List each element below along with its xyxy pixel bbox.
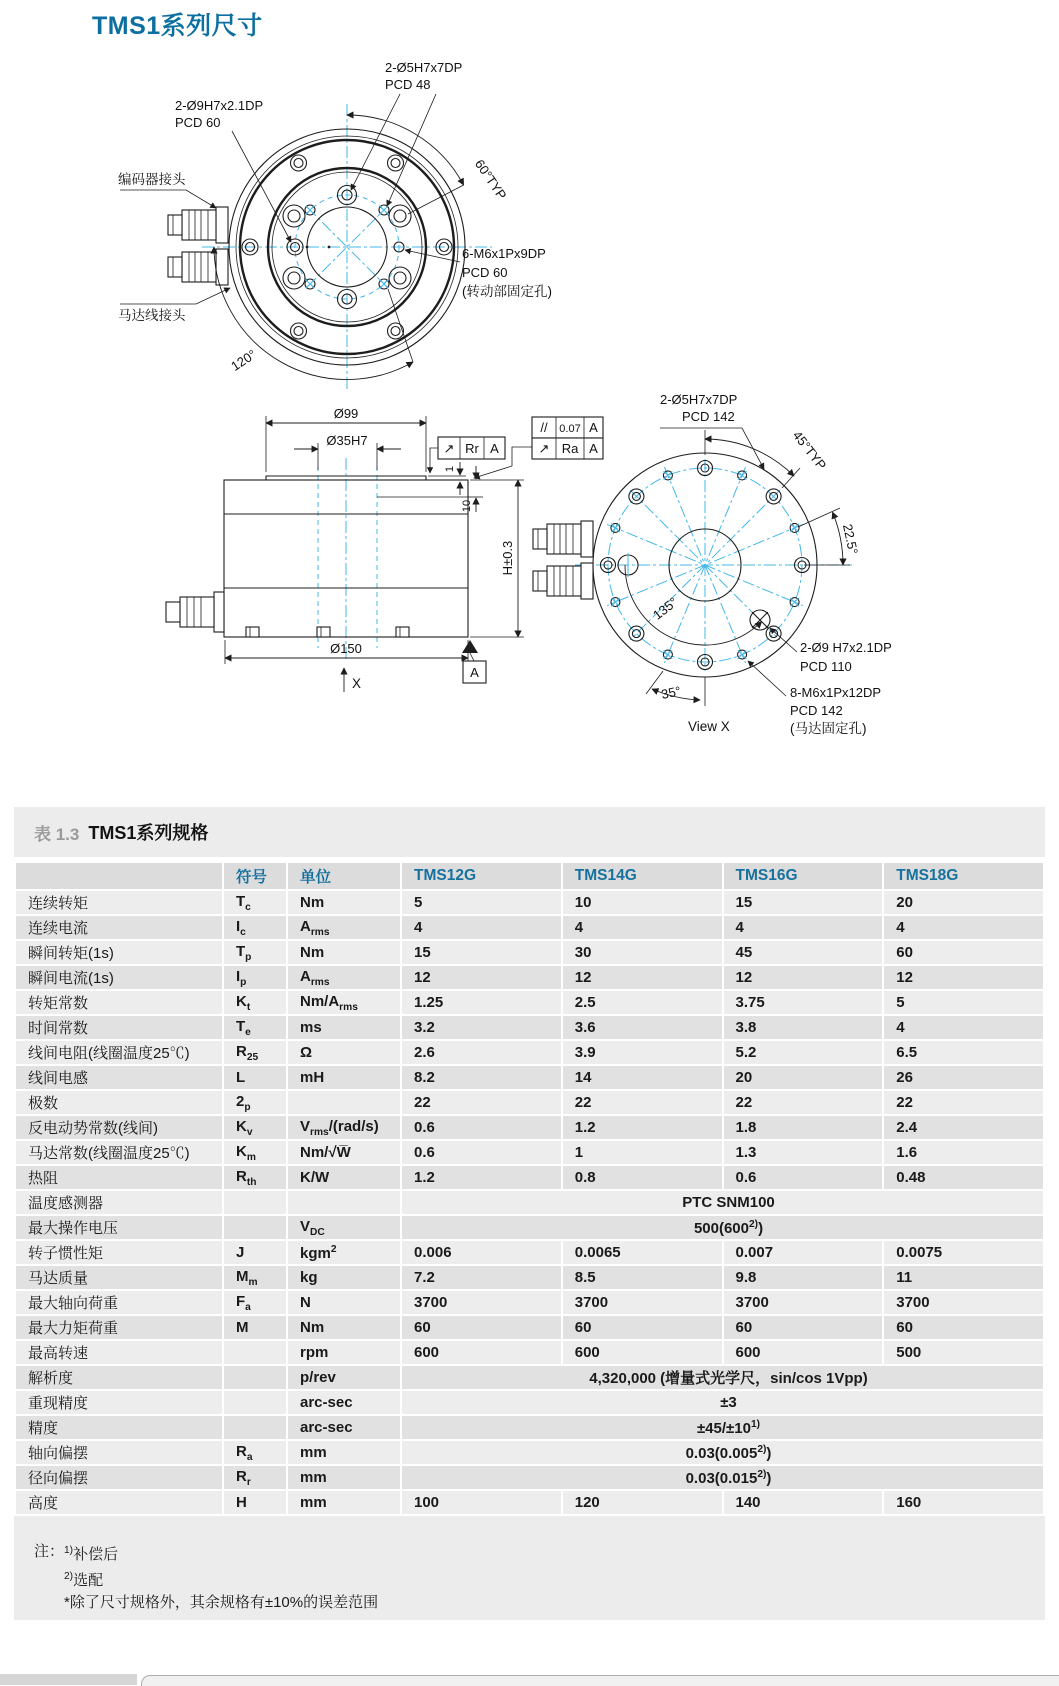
value-cell: 3700 (884, 1291, 1043, 1314)
dim-d99: Ø99 (333, 406, 359, 421)
encoder-connector-shape (168, 207, 228, 243)
param-cell: 最大操作电压 (16, 1216, 222, 1239)
unit-cell: mm (288, 1441, 400, 1464)
value-cell: 500 (884, 1341, 1043, 1364)
motor-connector-label: 马达线接头 (118, 308, 186, 323)
fcf-par-datum: A (589, 420, 598, 435)
pcd142-label: 2-Ø5H7x7DP (660, 392, 738, 407)
symbol-cell: $R_{25}$ (224, 1041, 286, 1064)
table-row (16, 1216, 1043, 1239)
table-row (16, 1091, 1043, 1114)
param-cell: 精度 (16, 1416, 222, 1439)
value-cell: 2.4 (884, 1116, 1043, 1139)
unit-cell: mm (288, 1491, 400, 1514)
unit-cell: kgm$^2$ (288, 1241, 400, 1264)
dim-d35: Ø35H7 (326, 433, 368, 448)
symbol-cell (224, 1216, 286, 1239)
spec-table-body (16, 891, 1043, 1514)
value-cell: 600 (724, 1341, 883, 1364)
value-cell: 4 (402, 916, 561, 939)
value-cell: 600 (402, 1341, 561, 1364)
param-cell: 高度 (16, 1491, 222, 1514)
pcd48-label-2: PCD 48 (385, 77, 431, 92)
angle-135-label: 135° (650, 594, 681, 623)
value-cell: 0.0065 (563, 1241, 722, 1264)
param-cell: 线间电阻(线圈温度25℃) (16, 1041, 222, 1064)
parallelism-icon: // (540, 420, 548, 435)
value-cell: 22 (402, 1091, 561, 1114)
value-cell: 100 (402, 1491, 561, 1514)
angle-225-label: 22.5° (839, 522, 861, 556)
value-cell: 30 (563, 941, 722, 964)
notes (14, 1516, 1045, 1620)
pcd60-label-2: PCD 60 (175, 115, 221, 130)
unit-cell: $V_{rms}/(rad/s)$ (288, 1116, 400, 1139)
value-cell: 12 (884, 966, 1043, 989)
dim-d150: Ø150 (330, 641, 362, 656)
value-cell: 10 (563, 891, 722, 914)
value-cell-span: 4,320,000 (增量式光学尺，sin/cos 1Vpp) (402, 1366, 1043, 1389)
table-row (16, 1316, 1043, 1339)
value-cell: 4 (884, 916, 1043, 939)
symbol-cell: $K_t$ (224, 991, 286, 1014)
param-cell: 轴向偏摆 (16, 1441, 222, 1464)
param-cell: 马达质量 (16, 1266, 222, 1289)
symbol-cell (224, 1341, 286, 1364)
unit-cell: $Nm/A_{rms}$ (288, 991, 400, 1014)
value-cell: 1.25 (402, 991, 561, 1014)
value-cell: 120 (563, 1491, 722, 1514)
encoder-connector-label: 编码器接头 (118, 172, 186, 187)
motor-connector-shape (168, 249, 228, 285)
dim-10: 10 (461, 499, 473, 513)
angle-35-label: 35° (659, 683, 683, 702)
value-cell: 1.3 (724, 1141, 883, 1164)
pcd110-label-2: PCD 110 (800, 659, 852, 674)
value-cell: 22 (884, 1091, 1043, 1114)
value-cell: 15 (724, 891, 883, 914)
unit-cell: Nm (288, 1316, 400, 1339)
symbol-cell: $K_m$ (224, 1141, 286, 1164)
value-cell: 0.6 (402, 1141, 561, 1164)
value-cell: 12 (563, 966, 722, 989)
param-cell: 时间常数 (16, 1016, 222, 1039)
unit-cell: $A_{rms}$ (288, 916, 400, 939)
value-cell: 26 (884, 1066, 1043, 1089)
value-cell: 3700 (563, 1291, 722, 1314)
symbol-cell: M (224, 1316, 286, 1339)
symbol-cell: $I_p$ (224, 966, 286, 989)
unit-cell: rpm (288, 1341, 400, 1364)
symbol-cell: $K_v$ (224, 1116, 286, 1139)
unit-cell: $V_{DC}$ (288, 1216, 400, 1239)
header-model-tms16g: TMS16G (724, 863, 883, 889)
dim-1: 1 (444, 465, 456, 473)
symbol-cell: $R_{th}$ (224, 1166, 286, 1189)
table-row (16, 1016, 1043, 1039)
value-cell: 6.5 (884, 1041, 1043, 1064)
notes-label: 注： (34, 1543, 65, 1560)
fcf-par-tol: 0.07 (559, 423, 581, 435)
value-cell: 12 (402, 966, 561, 989)
unit-cell (288, 1091, 400, 1114)
pcd142-label-2: PCD 142 (682, 409, 735, 424)
unit-cell: arc-sec (288, 1391, 400, 1414)
fcf-parallelism (532, 417, 603, 438)
symbol-cell (224, 1391, 286, 1414)
page-title: TMS1系列尺寸 (92, 12, 263, 40)
value-cell: 2.5 (563, 991, 722, 1014)
param-cell: 连续电流 (16, 916, 222, 939)
value-cell: 14 (563, 1066, 722, 1089)
unit-cell: p/rev (288, 1366, 400, 1389)
value-cell: 4 (563, 916, 722, 939)
table-row (16, 1416, 1043, 1439)
symbol-cell: J (224, 1241, 286, 1264)
table-caption (14, 807, 1045, 861)
value-cell: 3.6 (563, 1016, 722, 1039)
symbol-cell: $T_c$ (224, 891, 286, 914)
unit-cell: K/W (288, 1166, 400, 1189)
value-cell: 5.2 (724, 1041, 883, 1064)
table-row (16, 1191, 1043, 1214)
value-cell: 2.6 (402, 1041, 561, 1064)
table-row (16, 1291, 1043, 1314)
value-cell: 22 (724, 1091, 883, 1114)
value-cell: 0.006 (402, 1241, 561, 1264)
value-cell-span: ±3 (402, 1391, 1043, 1414)
value-cell: 22 (563, 1091, 722, 1114)
value-cell: 1.2 (563, 1116, 722, 1139)
m6-12dp-label-2: PCD 142 (790, 703, 843, 718)
unit-cell (288, 1191, 400, 1214)
value-cell: 4 (884, 1016, 1043, 1039)
table-title: TMS1系列规格 (88, 823, 209, 843)
table-row (16, 1166, 1043, 1189)
value-cell: 0.6 (724, 1166, 883, 1189)
header-row (16, 863, 1043, 889)
table-row (16, 916, 1043, 939)
param-cell: 瞬间电流(1s) (16, 966, 222, 989)
param-cell: 转子惯性矩 (16, 1241, 222, 1264)
value-cell: 45 (724, 941, 883, 964)
runout-arrow-icon: ↗ (538, 441, 550, 456)
axis-x-label: X (352, 676, 362, 691)
table-row (16, 1241, 1043, 1264)
pcd48-label: 2-Ø5H7x7DP (385, 60, 463, 75)
value-cell: 3700 (724, 1291, 883, 1314)
value-cell: 0.007 (724, 1241, 883, 1264)
value-cell-span: 0.03(0.005$^{2)}$) (402, 1441, 1043, 1464)
unit-cell: mH (288, 1066, 400, 1089)
bottom-strip-left (0, 1674, 137, 1685)
note-line: $^{1)}$补偿后 (64, 1545, 119, 1563)
param-cell: 最大轴向荷重 (16, 1291, 222, 1314)
angle-60-label: 60°TYP (471, 156, 510, 203)
table-row (16, 1366, 1043, 1389)
datum-a (462, 640, 486, 683)
unit-cell: arc-sec (288, 1416, 400, 1439)
dimension-drawing (0, 0, 1059, 760)
value-cell: 3.2 (402, 1016, 561, 1039)
header-symbol: 符号 (224, 863, 286, 889)
unit-cell: Nm (288, 891, 400, 914)
unit-cell: $A_{rms}$ (288, 966, 400, 989)
table-row (16, 1466, 1043, 1489)
datum-a-label: A (470, 665, 479, 680)
value-cell: 0.6 (402, 1116, 561, 1139)
param-cell: 热阻 (16, 1166, 222, 1189)
value-cell: 3.9 (563, 1041, 722, 1064)
table-row (16, 1391, 1043, 1414)
unit-cell: N (288, 1291, 400, 1314)
symbol-cell (224, 1366, 286, 1389)
m6-12dp-label-3: (马达固定孔) (790, 721, 867, 736)
value-cell: 600 (563, 1341, 722, 1364)
param-cell: 最大力矩荷重 (16, 1316, 222, 1339)
value-cell: 3.75 (724, 991, 883, 1014)
m6-label: 6-M6x1Px9DP (462, 246, 546, 261)
value-cell: 160 (884, 1491, 1043, 1514)
value-cell: 60 (884, 1316, 1043, 1339)
param-cell: 转矩常数 (16, 991, 222, 1014)
angle-120-label: 120° (228, 346, 259, 374)
symbol-cell: $F_a$ (224, 1291, 286, 1314)
value-cell: 8.2 (402, 1066, 561, 1089)
value-cell: 60 (563, 1316, 722, 1339)
spec-table (14, 861, 1045, 1516)
symbol-cell: $R_a$ (224, 1441, 286, 1464)
value-cell: 140 (724, 1491, 883, 1514)
fcf-rr-symbol: Rr (465, 441, 479, 456)
param-cell: 重现精度 (16, 1391, 222, 1414)
unit-cell: mm (288, 1466, 400, 1489)
m6-label-3: (转动部固定孔) (462, 284, 552, 299)
symbol-cell: L (224, 1066, 286, 1089)
m6-label-2: PCD 60 (462, 265, 508, 280)
value-cell: 12 (724, 966, 883, 989)
value-cell: 8.5 (563, 1266, 722, 1289)
front-view (118, 60, 552, 390)
value-cell: 11 (884, 1266, 1043, 1289)
table-row (16, 1266, 1043, 1289)
value-cell: 5 (884, 991, 1043, 1014)
view-x-label: View X (688, 719, 730, 734)
table-row (16, 941, 1043, 964)
value-cell: 4 (724, 916, 883, 939)
bottom-panel-edge (141, 1675, 1059, 1686)
header-model-tms12g: TMS12G (402, 863, 561, 889)
value-cell: 0.8 (563, 1166, 722, 1189)
table-row (16, 966, 1043, 989)
table-row (16, 1341, 1043, 1364)
value-cell-span: 0.03(0.015$^{2)}$) (402, 1466, 1043, 1489)
value-cell: 0.0075 (884, 1241, 1043, 1264)
value-cell-span: $\pm 45/\pm 10^{1)}$ (402, 1416, 1043, 1439)
table-row (16, 1116, 1043, 1139)
value-cell: 7.2 (402, 1266, 561, 1289)
spec-panel (14, 807, 1045, 1620)
value-cell: 3700 (402, 1291, 561, 1314)
table-row (16, 1066, 1043, 1089)
symbol-cell (224, 1416, 286, 1439)
table-row (16, 1441, 1043, 1464)
value-cell: 3.8 (724, 1016, 883, 1039)
runout-arrow-icon: ↗ (443, 441, 455, 456)
header-unit: 单位 (288, 863, 400, 889)
value-cell: 20 (724, 1066, 883, 1089)
param-cell: 反电动势常数(线间) (16, 1116, 222, 1139)
fcf-runout-rr (430, 437, 505, 473)
symbol-cell: $T_p$ (224, 941, 286, 964)
value-cell-span: 500(600$^{2)}$) (402, 1216, 1043, 1239)
angle-45-label: 45°TYP (789, 427, 830, 473)
header-model-tms18g: TMS18G (884, 863, 1043, 889)
table-row (16, 1041, 1043, 1064)
fcf-ra-datum: A (589, 441, 598, 456)
value-cell: 20 (884, 891, 1043, 914)
symbol-cell (224, 1191, 286, 1214)
symbol-cell: $T_e$ (224, 1016, 286, 1039)
value-cell-span: PTC SNM100 (402, 1191, 1043, 1214)
symbol-cell: $I_c$ (224, 916, 286, 939)
unit-cell: kg (288, 1266, 400, 1289)
value-cell: 60 (402, 1316, 561, 1339)
note-line: *除了尺寸规格外，其余规格有±10%的误差范围 (64, 1594, 379, 1611)
unit-cell: ms (288, 1016, 400, 1039)
dim-h: H±0.3 (500, 540, 515, 576)
table-row (16, 1491, 1043, 1514)
param-cell: 线间电感 (16, 1066, 222, 1089)
value-cell: 60 (724, 1316, 883, 1339)
symbol-cell: H (224, 1491, 286, 1514)
param-cell: 解析度 (16, 1366, 222, 1389)
header-param (16, 863, 222, 889)
fcf-rr-datum: A (490, 441, 499, 456)
note-line: $^{2)}$选配 (64, 1571, 104, 1589)
unit-cell: Nm (288, 941, 400, 964)
value-cell: 1.2 (402, 1166, 561, 1189)
table-row (16, 891, 1043, 914)
param-cell: 径向偏摆 (16, 1466, 222, 1489)
value-cell: 60 (884, 941, 1043, 964)
value-cell: 0.48 (884, 1166, 1043, 1189)
value-cell: 1 (563, 1141, 722, 1164)
symbol-cell: $2_p$ (224, 1091, 286, 1114)
fcf-ra-symbol: Ra (561, 441, 579, 456)
param-cell: 瞬间转矩(1s) (16, 941, 222, 964)
value-cell: 15 (402, 941, 561, 964)
param-cell: 马达常数(线圈温度25℃) (16, 1141, 222, 1164)
table-row (16, 1141, 1043, 1164)
symbol-cell: $R_r$ (224, 1466, 286, 1489)
param-cell: 连续转矩 (16, 891, 222, 914)
pcd60-label: 2-Ø9H7x2.1DP (175, 98, 264, 113)
value-cell: 1.6 (884, 1141, 1043, 1164)
unit-cell: Nm/√W̅ (288, 1141, 400, 1164)
param-cell: 温度感测器 (16, 1191, 222, 1214)
param-cell: 极数 (16, 1091, 222, 1114)
value-cell: 1.8 (724, 1116, 883, 1139)
value-cell: 5 (402, 891, 561, 914)
m6-12dp-label: 8-M6x1Px12DP (790, 685, 882, 700)
notes-lines (64, 1540, 378, 1614)
pcd110-label: 2-Ø9 H7x2.1DP (800, 640, 892, 655)
param-cell: 最高转速 (16, 1341, 222, 1364)
table-number: 表 1.3 (34, 824, 80, 844)
unit-cell: Ω (288, 1041, 400, 1064)
value-cell: 9.8 (724, 1266, 883, 1289)
header-model-tms14g: TMS14G (563, 863, 722, 889)
symbol-cell: $M_m$ (224, 1266, 286, 1289)
table-row (16, 991, 1043, 1014)
